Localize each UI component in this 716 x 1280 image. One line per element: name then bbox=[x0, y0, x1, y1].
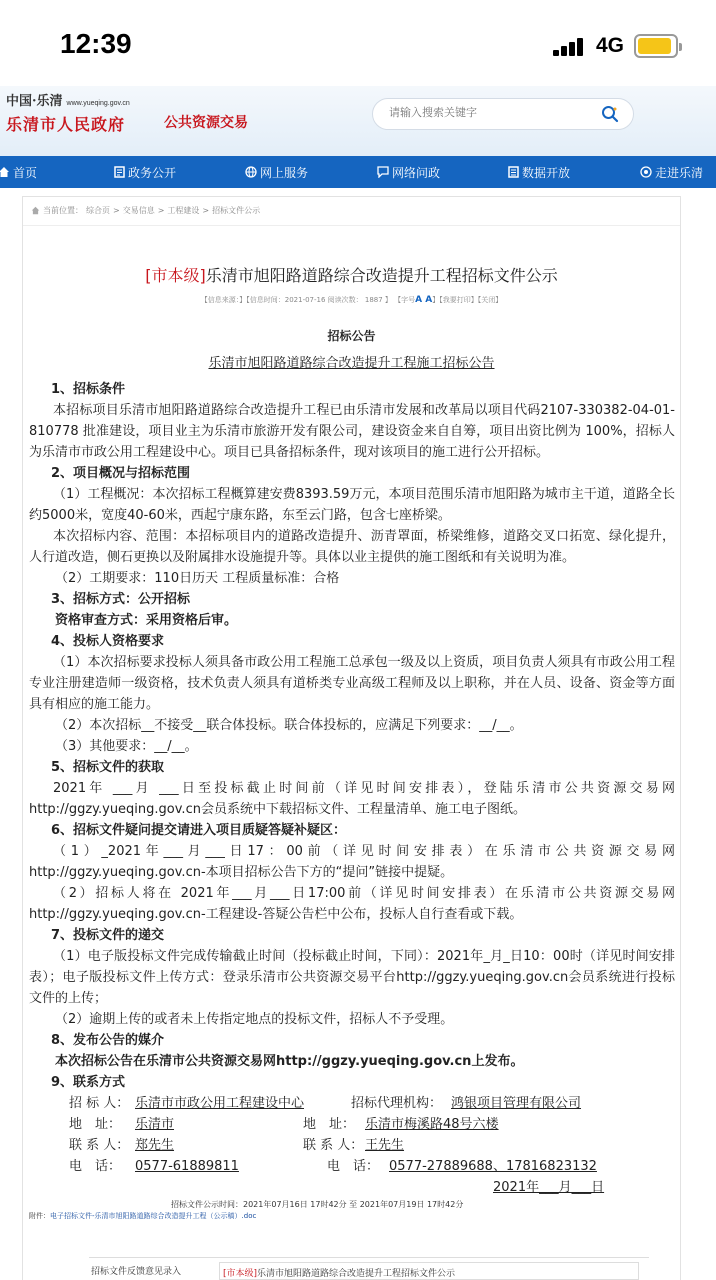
contact-value: 0577-61889811 bbox=[135, 1159, 239, 1174]
nav-item-gov-open[interactable] bbox=[114, 156, 176, 188]
notice-subtitle: 乐清市旭阳路道路综合改造提升工程施工招标公告 bbox=[208, 356, 495, 371]
breadcrumb-separator: > bbox=[157, 206, 165, 215]
article-container bbox=[22, 196, 681, 1280]
meta-actions[interactable]: 】【我要打印】【关闭】 bbox=[432, 296, 503, 304]
contact-value: 王先生 bbox=[365, 1138, 405, 1153]
section-title: 4、投标人资格要求 bbox=[51, 634, 165, 649]
notice-heading: 招标公告 bbox=[327, 329, 376, 343]
breadcrumb-item[interactable]: 工程建设 bbox=[167, 206, 200, 215]
search-input[interactable] bbox=[389, 106, 589, 119]
nav-item-about-yueqing[interactable] bbox=[640, 156, 703, 188]
contact-value: 乐清市梅溪路48号六楼 bbox=[365, 1117, 499, 1132]
paragraph: 本次招标公告在乐清市公共资源交易网http://ggzy.yueqing.gov.cn上发布。 bbox=[55, 1054, 524, 1069]
document-icon bbox=[114, 166, 125, 178]
logo-main-text: 乐清市人民政府 bbox=[6, 115, 126, 134]
meta-font: 【字号 bbox=[394, 296, 416, 304]
nav-item-open-data[interactable] bbox=[508, 156, 570, 188]
nav-item-home[interactable] bbox=[0, 156, 37, 188]
contact-row bbox=[29, 1093, 675, 1114]
contact-value: 鸿银项目管理有限公司 bbox=[451, 1096, 582, 1111]
chat-icon bbox=[377, 166, 389, 178]
divider bbox=[23, 225, 680, 226]
feedback-section bbox=[89, 1257, 649, 1280]
article-meta bbox=[23, 295, 680, 305]
meta-source: 【信息来源：】 bbox=[200, 296, 247, 304]
section-title: 9、联系方式 bbox=[51, 1075, 126, 1090]
site-header bbox=[0, 86, 716, 156]
data-icon bbox=[508, 166, 519, 178]
contact-value: 郑先生 bbox=[135, 1138, 175, 1153]
attachment-link[interactable]: 电子招标文件-乐清市旭阳路道路综合改造提升工程（公示稿）.doc bbox=[50, 1212, 257, 1220]
paragraph: （2）逾期上传的或者未上传指定地点的投标文件，招标人不予受理。 bbox=[55, 1012, 454, 1027]
paragraph: （2）本次招标__不接受__联合体投标。联合体投标的，应满足下列要求：__/__。 bbox=[55, 718, 523, 733]
contact-row bbox=[29, 1156, 675, 1177]
paragraph: （2）工期要求：110日历天 工程质量标准：合格 bbox=[55, 571, 340, 586]
paragraph: （1）_2021年___月___日17：00前（详见时间安排表）在乐清市公共资源交易网http://ggzy.yueqing.gov.cn-本项目招标公告下方的“提问”链接中提疑。 bbox=[29, 844, 675, 880]
home-icon bbox=[31, 206, 40, 215]
feedback-label: 招标文件反馈意见录入 bbox=[91, 1267, 182, 1277]
paragraph: 资格审查方式：采用资格后审。 bbox=[55, 613, 238, 628]
logo[interactable] bbox=[6, 90, 130, 109]
contact-label: 电 话： bbox=[69, 1159, 122, 1174]
section-title: 1、招标条件 bbox=[51, 382, 126, 397]
main-nav bbox=[0, 156, 716, 188]
publish-time: 招标文件公示时间：2021年07月16日 17时42分 至 2021年07月19日 17时42分 bbox=[171, 1200, 464, 1209]
contact-row bbox=[29, 1135, 675, 1156]
breadcrumb-item[interactable]: 综合页 bbox=[86, 206, 110, 215]
search-box bbox=[372, 98, 634, 130]
home-icon bbox=[0, 166, 10, 178]
font-size-toggle[interactable]: A A bbox=[415, 295, 433, 305]
breadcrumb-item[interactable]: 交易信息 bbox=[122, 206, 155, 215]
attachment-label: 附件： bbox=[29, 1212, 50, 1220]
feedback-value: 乐清市旭阳路道路综合改造提升工程招标文件公示 bbox=[257, 1269, 456, 1279]
section-title: 6、招标文件疑问提交请进入项目质疑答疑补疑区： bbox=[51, 823, 347, 838]
contact-row bbox=[29, 1114, 675, 1135]
nav-label: 首页 bbox=[13, 165, 38, 180]
breadcrumb-label: 当前位置： bbox=[43, 206, 83, 215]
network-label: 4G bbox=[596, 34, 625, 57]
status-time: 12:39 bbox=[60, 28, 132, 59]
logo-top-text: 中国·乐清 bbox=[6, 94, 63, 109]
logo-url: www.yueqing.gov.cn bbox=[66, 100, 130, 107]
contact-label: 联 系 人： bbox=[69, 1138, 130, 1153]
section-title: 2、项目概况与招标范围 bbox=[51, 466, 191, 481]
article-body bbox=[29, 379, 675, 1198]
status-bar bbox=[0, 0, 716, 86]
nav-label: 网络问政 bbox=[392, 165, 441, 180]
paragraph: （1）工程概况：本次招标工程概算建安费8393.59万元，本项目范围乐清市旭阳路为城市主干道，道路全长约5000米，宽度40-60米，西起宁康东路，东至云门路，包含七座桥梁。 bbox=[29, 487, 675, 523]
globe-icon bbox=[245, 166, 257, 178]
breadcrumb bbox=[31, 205, 263, 216]
signature-date: 2021年___月___日 bbox=[493, 1180, 605, 1195]
contact-row bbox=[29, 1177, 675, 1198]
nav-label: 网上服务 bbox=[260, 165, 309, 180]
title-text: 乐清市旭阳路道路综合改造提升工程招标文件公示 bbox=[205, 266, 558, 285]
logo-sub-text: 公共资源交易 bbox=[164, 115, 248, 131]
eye-icon bbox=[640, 166, 652, 178]
contact-label: 联 系 人： bbox=[303, 1138, 364, 1153]
paragraph: （1）本次招标要求投标人须具备市政公用工程施工总承包一级及以上资质，项目负责人须具有市政公用工程专业注册建造师一级资格，技术负责人须具有道桥类专业高级工程师及以上职称，并在人员、设备、资金等方面具有相应的施工能力。 bbox=[29, 655, 675, 712]
feedback-field[interactable] bbox=[219, 1262, 639, 1280]
contact-label: 地 址： bbox=[69, 1117, 122, 1132]
paragraph: （2）招标人将在 2021年___月___日17:00前（详见时间安排表）在乐清市公共资源交易网http://ggzy.yueqing.gov.cn-工程建设-答疑公告栏中公布，投标人自行查看或下载。 bbox=[29, 886, 675, 922]
contact-value: 乐清市市政公用工程建设中心 bbox=[135, 1096, 305, 1111]
nav-label: 数据开放 bbox=[522, 165, 571, 180]
nav-label: 走进乐清 bbox=[655, 165, 704, 180]
signal-icon bbox=[553, 36, 587, 56]
section-title: 7、投标文件的递交 bbox=[51, 928, 165, 943]
nav-item-online-inquiry[interactable] bbox=[377, 156, 440, 188]
paragraph: 本次招标内容、范围：本招标项目内的道路改造提升、沥青罩面，桥梁维修，道路交叉口拓宽、绿化提升，人行道改造，侧石更换以及附属排水设施提升等。具体以业主提供的施工图纸和有关说明为准。 bbox=[29, 529, 675, 565]
title-tag: [市本级] bbox=[145, 266, 206, 285]
contact-label: 招 标 人： bbox=[69, 1096, 130, 1111]
breadcrumb-separator: > bbox=[113, 206, 120, 215]
section-title: 3、招标方式：公开招标 bbox=[51, 592, 191, 607]
nav-label: 政务公开 bbox=[128, 165, 177, 180]
article-title bbox=[23, 263, 680, 286]
section-title: 5、招标文件的获取 bbox=[51, 760, 165, 775]
contact-label: 电 话： bbox=[327, 1159, 380, 1174]
nav-item-online-service[interactable] bbox=[245, 156, 308, 188]
attachment bbox=[29, 1211, 256, 1221]
paragraph: （1）电子版投标文件完成传输截止时间（投标截止时间，下同）：2021年_月_日10：00时（详见时间安排表）；电子版投标文件上传方式：登录乐清市公共资源交易平台http://ggzy.yueqing.gov.cn会员系统进行投标文件的上传； bbox=[29, 949, 675, 1006]
contact-label: 地 址： bbox=[303, 1117, 356, 1132]
breadcrumb-item[interactable]: 招标文件公示 bbox=[212, 206, 261, 215]
battery-icon bbox=[634, 34, 678, 58]
section-title: 8、发布公告的媒介 bbox=[51, 1033, 165, 1048]
meta-time: 【信息时间：2021-07-16 阅读次数： 1887 】 bbox=[246, 296, 392, 304]
search-icon[interactable] bbox=[601, 105, 619, 123]
feedback-tag: [市本级] bbox=[223, 1269, 258, 1279]
breadcrumb-separator: > bbox=[202, 206, 210, 215]
contact-value: 0577-27889688、17816823132 bbox=[389, 1159, 597, 1174]
paragraph: 2021年 ___月 ___日至投标截止时间前（详见时间安排表），登陆乐清市公共资源交易网http://ggzy.yueqing.gov.cn会员系统中下载招标文件、工程量清单、施工电子图纸。 bbox=[29, 781, 675, 817]
paragraph: （3）其他要求：__/__。 bbox=[55, 739, 198, 754]
contact-label: 招标代理机构： bbox=[351, 1096, 443, 1111]
paragraph: 本招标项目乐清市旭阳路道路综合改造提升工程已由乐清市发展和改革局以项目代码2107-330382-04-01-810778 批准建设，项目业主为乐清市旅游开发有限公司，建设资金来自自筹，项目出资比例为 100%，招标人为乐清市市政公用工程建设中心。项目已具备招标条件，现对该项目的施工进行公开招标。 bbox=[29, 403, 675, 460]
contact-value: 乐清市 bbox=[135, 1117, 175, 1132]
